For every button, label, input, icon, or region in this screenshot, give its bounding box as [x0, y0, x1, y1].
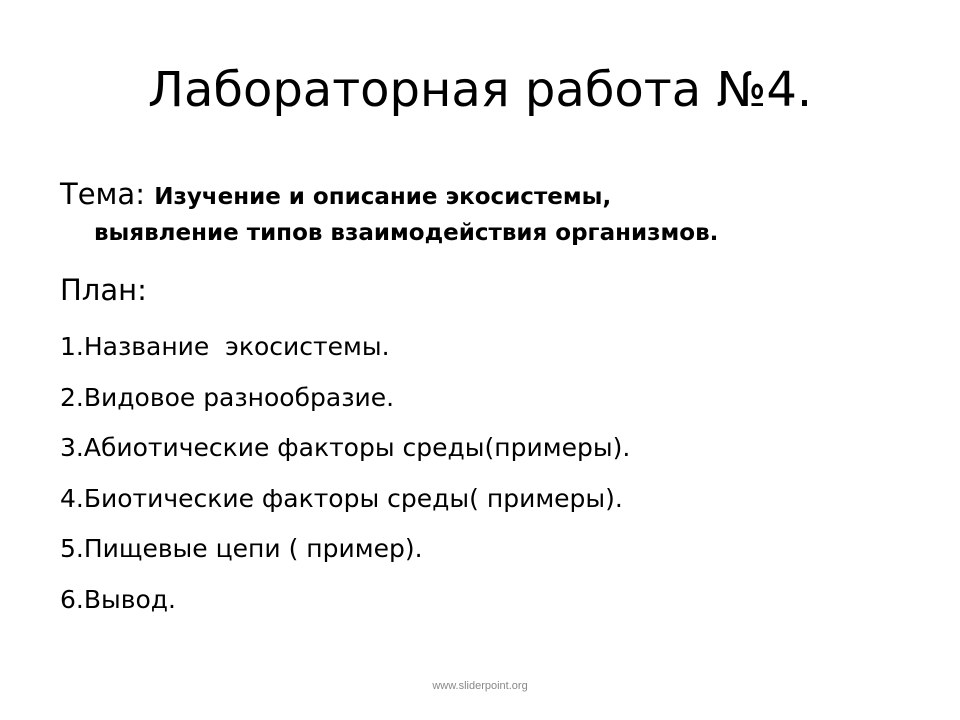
plan-item-6: 6.Вывод. [60, 584, 177, 614]
topic-block [60, 174, 920, 249]
footer-watermark: www.sliderpoint.org [432, 680, 528, 692]
plan-item-4: 4.Биотические факторы среды( примеры). [60, 483, 623, 513]
topic-first-line [60, 174, 920, 217]
plan-list [60, 322, 920, 625]
plan-heading: План: [60, 273, 147, 307]
plan-item-3: 3.Абиотические факторы среды(примеры). [60, 433, 631, 462]
plan-item-2: 2.Видовое разнообразие. [60, 382, 395, 412]
plan-item-5: 5.Пищевые цепи ( пример). [60, 534, 423, 563]
plan-item-1: 1.Название экосистемы. [60, 332, 390, 361]
topic-text-line2: выявление типов взаимодействия организмов. [94, 220, 719, 246]
slide-title: Лабораторная работа №4. [147, 62, 813, 118]
topic-text-line1: Изучение и описание экосистемы, [154, 184, 612, 210]
topic-label: Тема: [60, 177, 145, 211]
